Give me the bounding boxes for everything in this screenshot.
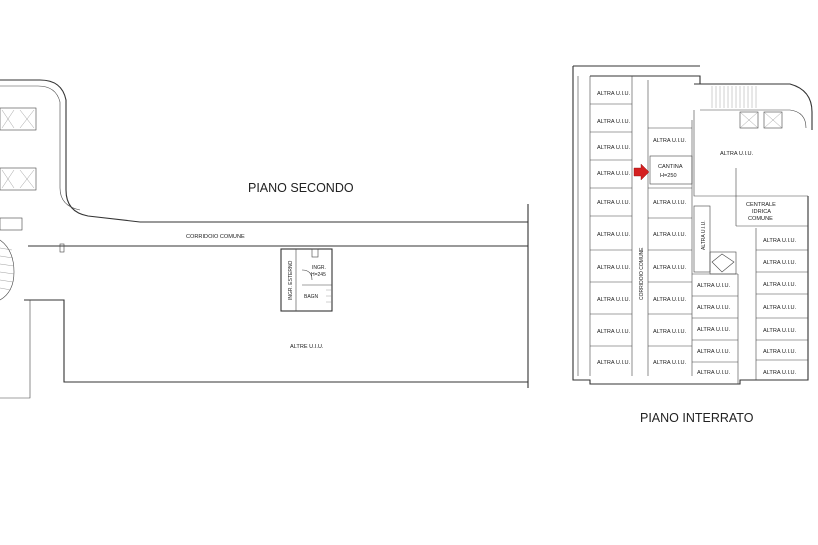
unit-label: ALTRA U.I.U. [597, 119, 631, 125]
unit-label: ALTRA U.I.U. [653, 329, 687, 335]
unit-label: ALTRA U.I.U. [697, 327, 731, 333]
basement-plan [573, 66, 812, 425]
unit-label: ALTRA U.I.U. [653, 138, 687, 144]
unit-label: ALTRA U.I.U. [597, 297, 631, 303]
unit-label: ALTRA U.I.U. [597, 360, 631, 366]
second-floor-title: PIANO SECONDO [248, 181, 354, 195]
unit-label: ALTRA U.I.U. [653, 297, 687, 303]
unit-label: ALTRA U.I.U. [597, 329, 631, 335]
unit-label: ALTRA U.I.U. [697, 349, 731, 355]
cantina-height-label: H=250 [660, 173, 677, 179]
unit-label: ALTRA U.I.U. [653, 360, 687, 366]
unit-label: ALTRA U.I.U. [597, 265, 631, 271]
cantina-label: CANTINA [658, 164, 683, 170]
ingr-height-label: H=245 [311, 272, 326, 278]
unit-label: ALTRA U.I.U. [597, 232, 631, 238]
centrale-label-1: CENTRALE [746, 202, 776, 208]
unit-label: ALTRA U.I.U. [763, 260, 797, 266]
unit-label: ALTRA U.I.U. [763, 349, 797, 355]
unit-label: ALTRA U.I.U. [763, 305, 797, 311]
ingr-esterno-label: INGR. ESTERNO [288, 260, 294, 300]
unit-label: ALTRA U.I.U. [597, 145, 631, 151]
unit-label: ALTRA U.I.U. [763, 282, 797, 288]
centrale-label-2: IDRICA [752, 209, 771, 215]
unit-label-vertical: ALTRA U.I.U. [701, 220, 707, 250]
unit-label: ALTRA U.I.U. [653, 265, 687, 271]
unit-label: ALTRA U.I.U. [763, 328, 797, 334]
unit-label: ALTRA U.I.U. [597, 200, 631, 206]
unit-label: ALTRA U.I.U. [597, 91, 631, 97]
bagno-label: BAGN [304, 294, 319, 300]
centrale-label-3: COMUNE [748, 216, 773, 222]
second-floor-corridor-label: CORRIDOIO COMUNE [186, 234, 245, 240]
location-arrow-icon [634, 164, 649, 180]
basement-corridor-label: CORRIDOIO COMUNE [639, 247, 645, 300]
unit-label: ALTRA U.I.U. [697, 370, 731, 376]
unit-label: ALTRA U.I.U. [763, 370, 797, 376]
unit-label: ALTRA U.I.U. [697, 283, 731, 289]
ingr-label: INGR. [312, 265, 326, 271]
unit-label: ALTRA U.I.U. [597, 171, 631, 177]
unit-label: ALTRA U.I.U. [763, 238, 797, 244]
unit-label: ALTRA U.I.U. [653, 200, 687, 206]
basement-title: PIANO INTERRATO [640, 411, 754, 425]
unit-label: ALTRA U.I.U. [697, 305, 731, 311]
unit-label: ALTRA U.I.U. [653, 232, 687, 238]
unit-label: ALTRA U.I.U. [720, 151, 754, 157]
second-floor-plan [0, 80, 528, 398]
cantina-unit [650, 156, 692, 184]
second-floor-altre-label: ALTRE U.I.U. [290, 344, 324, 350]
basement-middle-units [648, 120, 692, 376]
